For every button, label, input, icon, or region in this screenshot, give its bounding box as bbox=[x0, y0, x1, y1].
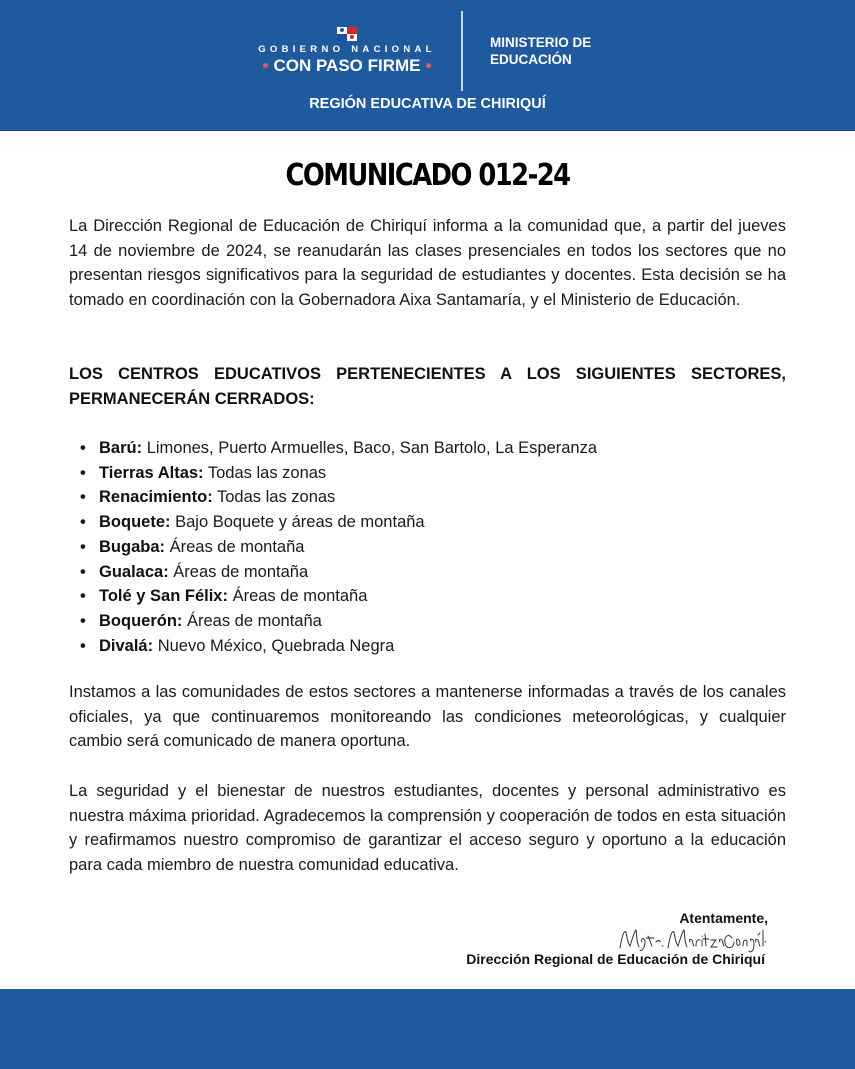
ministry-name bbox=[490, 34, 591, 68]
sector-name: Barú: bbox=[99, 439, 143, 457]
sector-areas: Áreas de montaña bbox=[232, 587, 368, 606]
list-item bbox=[80, 609, 597, 634]
bullet-icon: • bbox=[80, 537, 86, 556]
list-item bbox=[80, 535, 597, 560]
panama-flag-icon bbox=[337, 27, 357, 41]
list-item bbox=[80, 436, 597, 461]
closed-sectors-heading: LOS CENTROS EDUCATIVOS PERTENECIENTES A LOS SIGUIENTES SECTORES, PERMANECERÁN CERRADOS: bbox=[69, 365, 786, 408]
sector-areas: Todas las zonas bbox=[207, 463, 327, 482]
header-banner bbox=[0, 0, 855, 131]
list-item bbox=[80, 485, 597, 510]
bullet-icon: • bbox=[80, 488, 86, 507]
bullet-icon: • bbox=[80, 439, 86, 457]
ministry-line-2: EDUCACIÓN bbox=[490, 52, 572, 67]
sector-areas: Bajo Boquete y áreas de montaña bbox=[175, 513, 425, 532]
sector-name: Gualaca: bbox=[99, 562, 169, 581]
sector-name: Tolé y San Félix: bbox=[99, 587, 228, 606]
sector-name: Boquete: bbox=[99, 513, 171, 532]
footer-band bbox=[0, 989, 855, 1069]
closed-sectors-list bbox=[80, 436, 597, 658]
sector-areas: Limones, Puerto Armuelles, Baco, San Bartolo, La Esperanza bbox=[146, 439, 598, 457]
handwritten-signature bbox=[616, 924, 766, 954]
sector-name: Renacimiento: bbox=[99, 488, 213, 507]
sector-name: Boquerón: bbox=[99, 611, 183, 630]
list-item bbox=[80, 560, 597, 585]
logo-slogan: CON PASO FIRME bbox=[273, 56, 421, 75]
bullet-icon: • bbox=[80, 611, 86, 630]
header-divider bbox=[461, 11, 463, 91]
bullet-icon: • bbox=[80, 562, 86, 581]
monitoring-paragraph: Instamos a las comunidades de estos sectores a mantenerse informadas a través de los canales oficiales, ya que continuaremos monitoreando las condiciones meteorológicas, y cualquier cambio será comunicado de manera oportuna. bbox=[69, 683, 786, 751]
page-title: COMUNICADO 012-24 bbox=[285, 158, 570, 193]
bullet-icon: • bbox=[80, 513, 86, 532]
red-dot-icon bbox=[426, 63, 431, 68]
sector-areas: Áreas de montaña bbox=[173, 562, 309, 581]
bullet-icon: • bbox=[80, 587, 86, 606]
list-item bbox=[80, 510, 597, 535]
sector-areas: Áreas de montaña bbox=[169, 537, 305, 556]
list-item bbox=[80, 584, 597, 609]
sign-off-office: Dirección Regional de Educación de Chiriquí bbox=[466, 951, 765, 967]
closing-paragraph: La seguridad y el bienestar de nuestros estudiantes, docentes y personal administrativo es nuestra máxima prioridad. Agradecemos la comprensión y cooperación de todos en esta situación y reafirmamos nuestro compromiso de garantizar el acceso seguro y oportuno a la educación para cada miembro de nuestra comunidad educativa. bbox=[69, 782, 786, 875]
sector-areas: Áreas de montaña bbox=[187, 611, 322, 630]
sector-name: Tierras Altas: bbox=[99, 463, 204, 482]
red-dot-icon bbox=[263, 63, 268, 68]
sign-off-greeting: Atentamente, bbox=[679, 910, 768, 926]
logo-con-paso-firme bbox=[258, 56, 436, 76]
list-item bbox=[80, 634, 597, 659]
sector-name: Divalá: bbox=[99, 636, 154, 655]
logo-gobierno-nacional: GOBIERNO NACIONAL bbox=[258, 44, 436, 55]
sector-name: Bugaba: bbox=[99, 537, 165, 556]
bullet-icon: • bbox=[80, 463, 86, 482]
region-title: REGIÓN EDUCATIVA DE CHIRIQUÍ bbox=[309, 96, 546, 112]
bullet-icon: • bbox=[80, 636, 86, 655]
ministry-line-1: MINISTERIO DE bbox=[490, 35, 592, 50]
list-item bbox=[80, 461, 597, 486]
sector-areas: Nuevo México, Quebrada Negra bbox=[157, 636, 395, 655]
intro-paragraph: La Dirección Regional de Educación de Chiriquí informa a la comunidad que, a partir del jueves 14 de noviembre de 2024, se reanudarán las clases presenciales en todos los sectores que no presentan riesgos significativos para la seguridad de estudiantes y docentes. Esta decisión se ha tomado en coordinación con la Gobernadora Aixa Santamaría, y el Ministerio de Educación. bbox=[69, 217, 786, 310]
sector-areas: Todas las zonas bbox=[216, 488, 336, 507]
